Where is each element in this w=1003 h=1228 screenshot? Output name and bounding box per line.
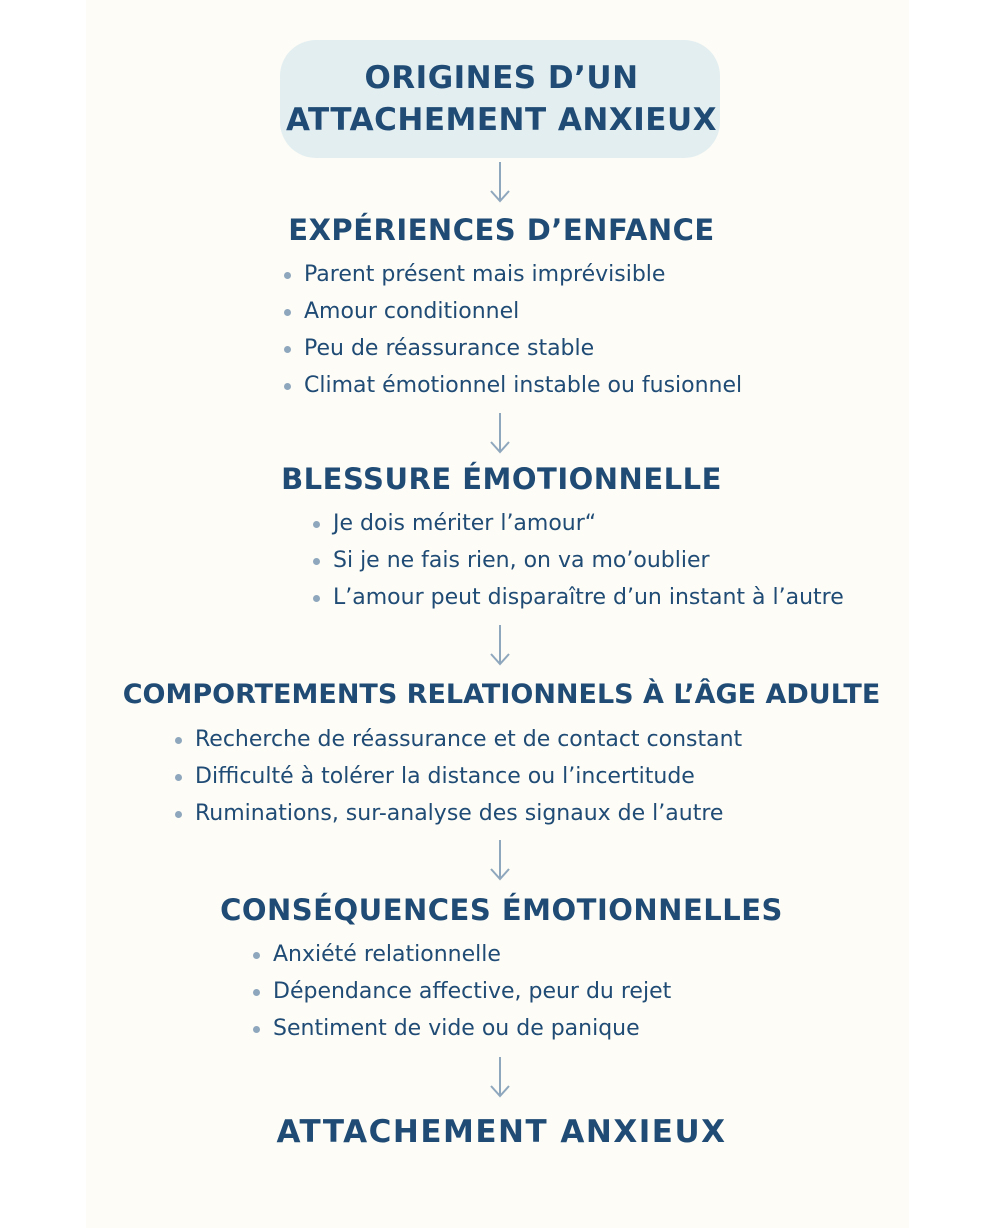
down-arrow-icon bbox=[487, 160, 513, 204]
list-item bbox=[173, 764, 742, 801]
heading-childhood-experiences: EXPÉRIENCES D’ENFANCE bbox=[288, 213, 715, 247]
down-arrow-icon bbox=[487, 838, 513, 882]
bullet-dot-icon bbox=[253, 1026, 260, 1033]
list-item-text: Sentiment de vide ou de panique bbox=[273, 1016, 640, 1041]
bullet-dot-icon bbox=[284, 346, 291, 353]
list-item bbox=[311, 548, 844, 585]
bullet-dot-icon bbox=[175, 737, 182, 744]
list-item-text: Anxiété relationnelle bbox=[273, 942, 501, 967]
list-item bbox=[311, 585, 844, 622]
list-item bbox=[282, 373, 742, 410]
down-arrow-icon bbox=[487, 411, 513, 455]
list-item bbox=[282, 299, 742, 336]
list-item-text: Amour conditionnel bbox=[304, 299, 520, 324]
down-arrow-icon bbox=[487, 1055, 513, 1099]
list-item-text: Ruminations, sur-analyse des signaux de l’autre bbox=[195, 801, 724, 826]
adult-relational-behaviors-list bbox=[173, 727, 742, 838]
final-outcome-heading: ATTACHEMENT ANXIEUX bbox=[276, 1114, 727, 1150]
list-item bbox=[173, 727, 742, 764]
heading-adult-relational-behaviors: COMPORTEMENTS RELATIONNELS À L’ÂGE ADULTE bbox=[122, 679, 881, 710]
list-item-text: Parent présent mais imprévisible bbox=[304, 262, 666, 287]
emotional-consequences-list bbox=[251, 942, 671, 1053]
bullet-dot-icon bbox=[175, 811, 182, 818]
list-item-text: Peu de réassurance stable bbox=[304, 336, 595, 361]
list-item bbox=[251, 942, 671, 979]
list-item bbox=[251, 979, 671, 1016]
down-arrow-icon bbox=[487, 623, 513, 667]
list-item-text: Dépendance affective, peur du rejet bbox=[273, 979, 672, 1004]
title-box bbox=[280, 40, 720, 158]
list-item-text: Climat émotionnel instable ou fusionnel bbox=[304, 373, 743, 398]
list-item-text: Recherche de réassurance et de contact constant bbox=[195, 727, 743, 752]
list-item bbox=[173, 801, 742, 838]
list-item-text: Je dois mériter l’amour“ bbox=[333, 511, 597, 536]
list-item-text: Si je ne fais rien, on va mo’oublier bbox=[333, 548, 710, 573]
bullet-dot-icon bbox=[284, 272, 291, 279]
bullet-dot-icon bbox=[253, 989, 260, 996]
list-item-text: L’amour peut disparaître d’un instant à l’autre bbox=[333, 585, 844, 610]
list-item bbox=[251, 1016, 671, 1053]
list-item bbox=[311, 511, 844, 548]
bullet-dot-icon bbox=[175, 774, 182, 781]
bullet-dot-icon bbox=[284, 309, 291, 316]
bullet-dot-icon bbox=[313, 595, 320, 602]
list-item-text: Difficulté à tolérer la distance ou l’incertitude bbox=[195, 764, 695, 789]
bullet-dot-icon bbox=[253, 952, 260, 959]
list-item bbox=[282, 262, 742, 299]
heading-emotional-consequences: CONSÉQUENCES ÉMOTIONNELLES bbox=[220, 893, 783, 927]
childhood-experiences-list bbox=[282, 262, 742, 410]
title-line-1: ORIGINES D’UN bbox=[364, 60, 639, 96]
bullet-dot-icon bbox=[284, 383, 291, 390]
title-line-2: ATTACHEMENT ANXIEUX bbox=[285, 102, 718, 138]
list-item bbox=[282, 336, 742, 373]
bullet-dot-icon bbox=[313, 521, 320, 528]
emotional-wound-list bbox=[311, 511, 844, 622]
heading-emotional-wound: BLESSURE ÉMOTIONNELLE bbox=[281, 462, 722, 496]
bullet-dot-icon bbox=[313, 558, 320, 565]
